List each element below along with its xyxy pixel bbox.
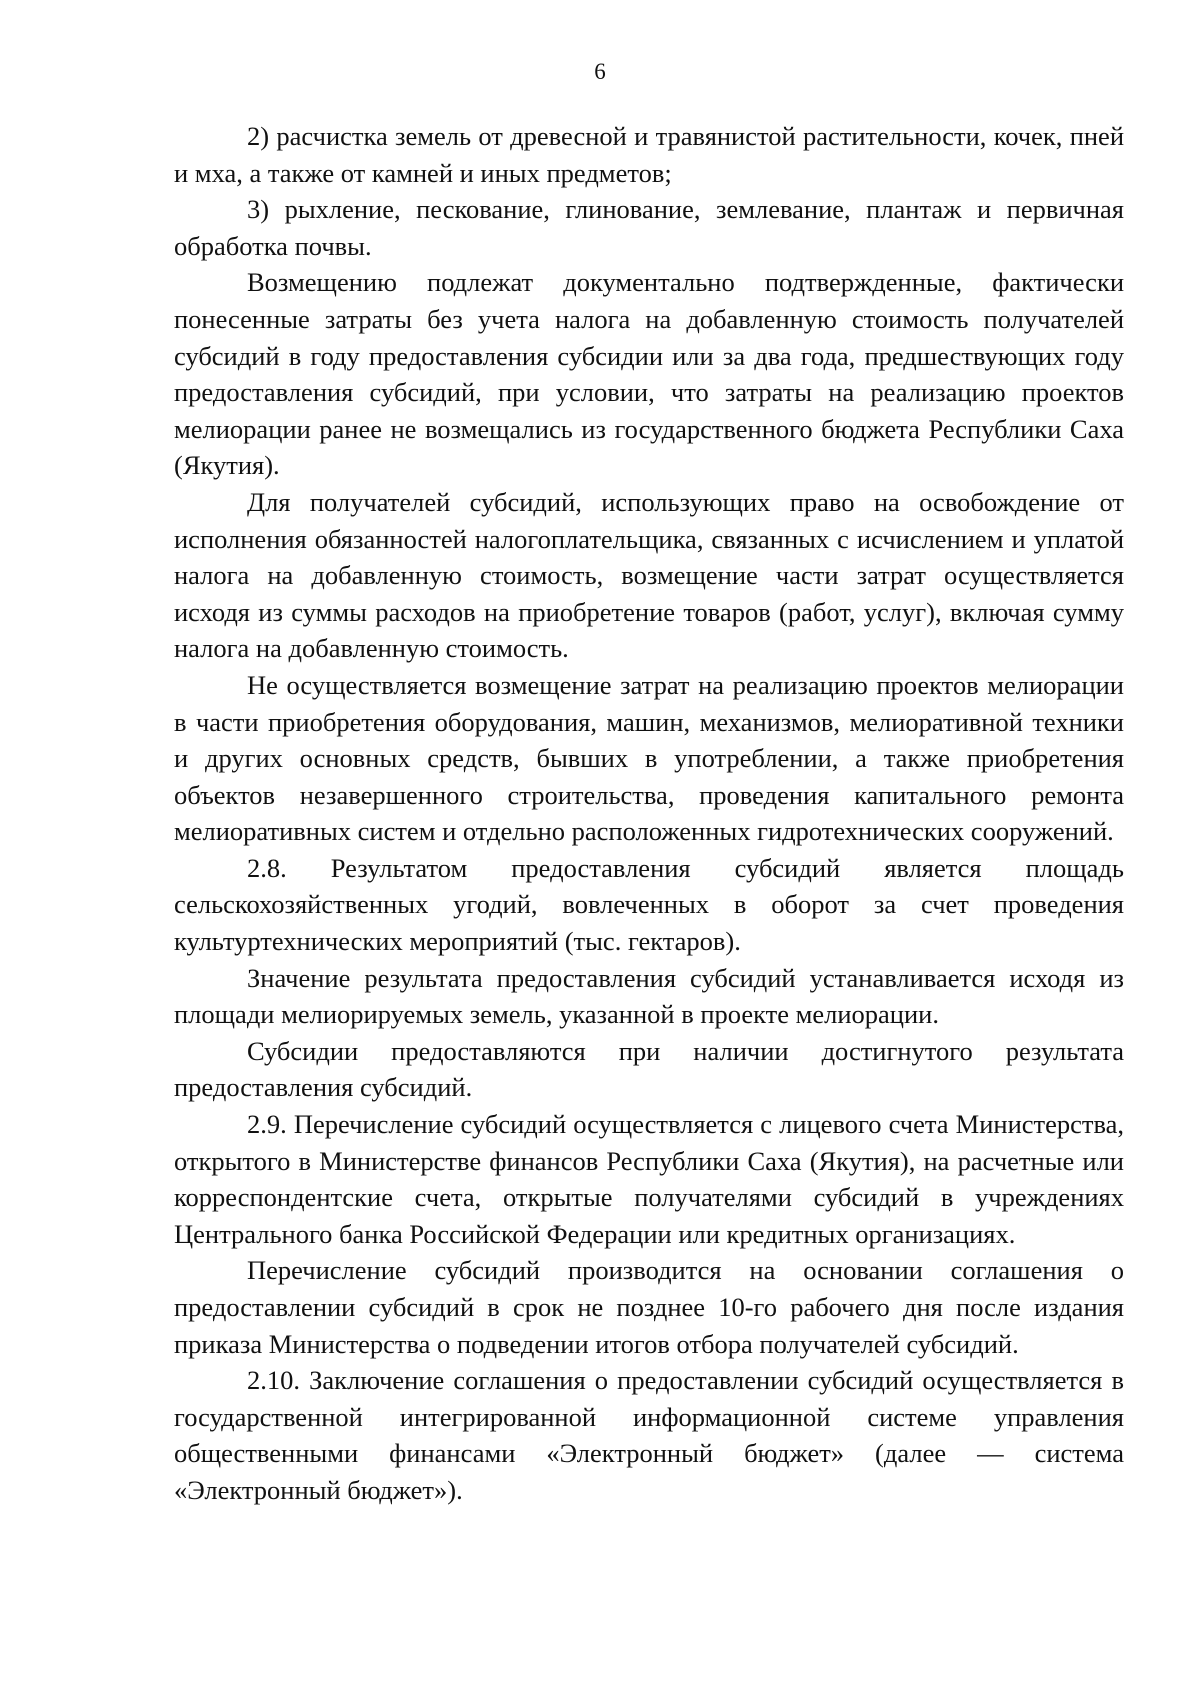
paragraph-section-2-10: 2.10. Заключение соглашения о предоставлении субсидий осуществляется в государственной интегрированной информационной системе управления общественными финансами «Электронный бюджет» (далее — система «Электронный бюджет»).: [174, 1365, 1124, 1505]
paragraph-transfer-terms: Перечисление субсидий производится на основании соглашения о предоставлении субсидий в срок не позднее 10-го рабочего дня после издания приказа Министерства о подведении итогов отбора получателей субсидий.: [174, 1255, 1124, 1359]
paragraph-soil-treatment: 3) рыхление, пескование, глинование, землевание, плантаж и первичная обработка почвы.: [174, 194, 1124, 261]
paragraph-section-2-8: 2.8. Результатом предоставления субсидий является площадь сельскохозяйственных угодий, вовлеченных в оборот за счет проведения культуртехнических мероприятий (тыс. гектаров).: [174, 852, 1124, 957]
page-number: 6: [594, 59, 606, 84]
paragraph-subsidy-condition: Субсидии предоставляются при наличии достигнутого результата предоставления субсидий.: [174, 1035, 1124, 1103]
paragraph-reimbursable-costs: Возмещению подлежат документально подтвержденные, фактически понесенные затраты без учета налога на добавленную стоимость получателей субсидий в году предоставления субсидии или за два года, предшествующих году предоставления субсидий, при условии, что затраты на реализацию проектов мелиорации ранее не возмещались из государственного бюджета Республики Саха (Якутия).: [174, 267, 1124, 481]
paragraph-non-reimbursable-costs: Не осуществляется возмещение затрат на реализацию проектов мелиорации в части приобретения оборудования, машин, механизмов, мелиоративной техники и других основных средств, бывших в употреблении, а также приобретения объектов незавершенного строительства, проведения капитального ремонта мелиоративных систем и отдельно расположенных гидротехнических сооружений.: [174, 669, 1124, 847]
paragraph-result-value: Значение результата предоставления субсидий устанавливается исходя из площади мелиорируемых земель, указанной в проекте мелиорации.: [174, 962, 1124, 1030]
paragraph-land-clearing: 2) расчистка земель от древесной и травянистой растительности, кочек, пней и мха, а также от камней и иных предметов;: [174, 121, 1124, 188]
paragraph-section-2-9: 2.9. Перечисление субсидий осуществляется с лицевого счета Министерства, открытого в Министерстве финансов Республики Саха (Якутия), на расчетные или корреспондентские счета, открытые получателями субсидий в учреждениях Центрального банка Российской Федерации или кредитных организациях.: [174, 1109, 1124, 1249]
document-body: [174, 118, 1124, 1509]
paragraph-vat-exempt-recipients: Для получателей субсидий, использующих право на освобождение от исполнения обязанностей налогоплательщика, связанных с исчислением и уплатой налога на добавленную стоимость, возмещение части затрат осуществляется исходя из суммы расходов на приобретение товаров (работ, услуг), включая сумму налога на добавленную стоимость.: [174, 486, 1124, 664]
